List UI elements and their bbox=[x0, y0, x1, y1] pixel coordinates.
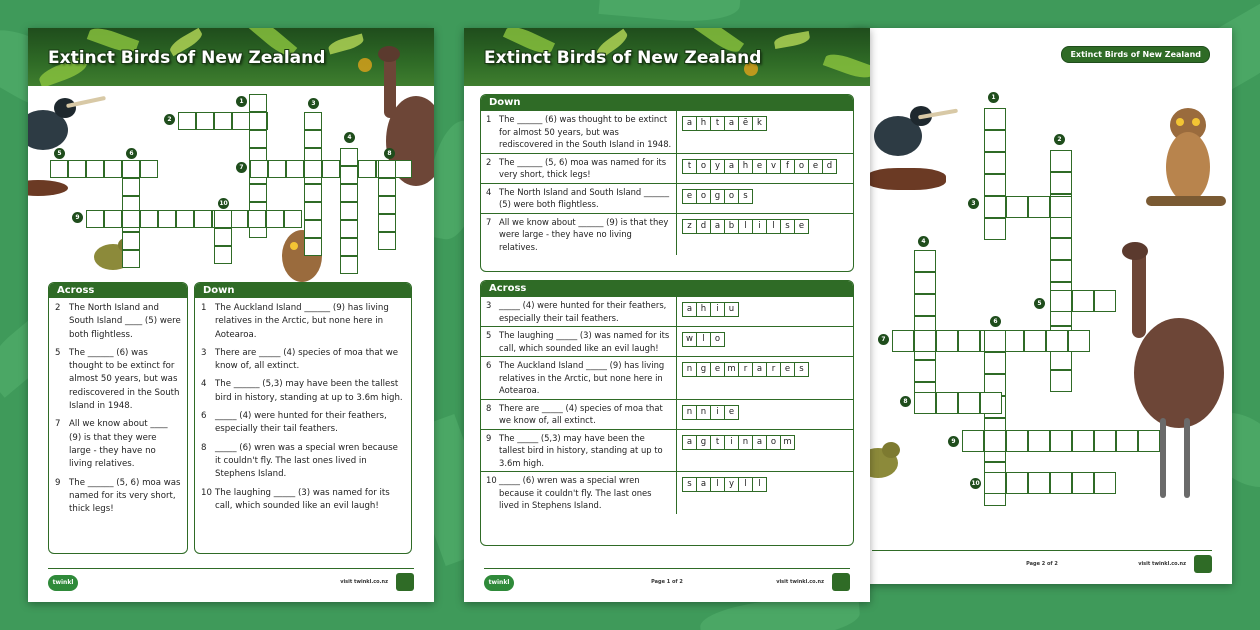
clue-text: The ______ (6) was thought to be extinct for almost 50 years, but was rediscovered in the South Island in 1948. bbox=[69, 347, 180, 412]
crossword-cell[interactable] bbox=[232, 112, 250, 130]
letter-tile: a bbox=[752, 435, 767, 450]
clue-number-marker: 4 bbox=[918, 236, 929, 247]
across-anagram-table bbox=[480, 280, 854, 546]
letter-tile: m bbox=[724, 362, 739, 377]
across-anagram-row-10 bbox=[481, 471, 853, 514]
across-clue-list bbox=[49, 298, 187, 516]
row-clue-text: _____ (4) were hunted for their feathers, especially their tail feathers. bbox=[497, 297, 677, 326]
crossword-cell[interactable] bbox=[1024, 330, 1046, 352]
crossword-cell[interactable] bbox=[122, 160, 140, 178]
letter-tile: a bbox=[752, 362, 767, 377]
crossword-cell[interactable] bbox=[1050, 260, 1072, 282]
crossword-cell[interactable] bbox=[1028, 196, 1050, 218]
letter-tile: n bbox=[682, 362, 697, 377]
crossword-cell[interactable] bbox=[340, 238, 358, 256]
row-number: 5 bbox=[486, 330, 492, 340]
row-clue-text: The _____ (5,3) may have been the tallest bird in history, standing at up to 3.6m high. bbox=[497, 430, 677, 472]
letter-tile: k bbox=[752, 116, 767, 131]
crossword-cell[interactable] bbox=[358, 160, 376, 178]
crossword-cell[interactable] bbox=[122, 232, 140, 250]
crossword-cell[interactable] bbox=[1050, 370, 1072, 392]
clue-text: The Auckland Island ______ (9) has living relatives in the Arctic, but none here in Aotearoa. bbox=[215, 303, 389, 340]
letter-tile: i bbox=[710, 405, 725, 420]
crossword-cell[interactable] bbox=[214, 246, 232, 264]
letter-tile: i bbox=[752, 219, 767, 234]
crossword-cell[interactable] bbox=[984, 218, 1006, 240]
letter-tile: m bbox=[780, 435, 795, 450]
letter-tile: d bbox=[822, 159, 837, 174]
crossword-cell[interactable] bbox=[984, 472, 1006, 494]
down-clue-list bbox=[195, 298, 411, 513]
crossword-cell[interactable] bbox=[1094, 430, 1116, 452]
crossword-cell[interactable] bbox=[1116, 430, 1138, 452]
crossword-cell[interactable] bbox=[378, 214, 396, 232]
clue-number-marker: 9 bbox=[948, 436, 959, 447]
letter-tile: o bbox=[710, 332, 725, 347]
letter-tile: n bbox=[682, 405, 697, 420]
crossword-cell[interactable] bbox=[1072, 472, 1094, 494]
letter-tile: a bbox=[724, 116, 739, 131]
clue-text: _____ (4) were hunted for their feathers, especially their tail feathers. bbox=[215, 411, 387, 435]
clue-number-marker: 8 bbox=[900, 396, 911, 407]
crossword-cell[interactable] bbox=[984, 108, 1006, 130]
page2-footer bbox=[484, 568, 850, 594]
jungle-banner bbox=[28, 28, 434, 86]
letter-tile: h bbox=[696, 116, 711, 131]
visit-link[interactable]: visit twinkl.co.nz bbox=[1138, 561, 1186, 567]
clue-text: There are _____ (4) species of moa that we know of, all extinct. bbox=[215, 347, 399, 372]
scrambled-letters bbox=[677, 154, 853, 183]
row-clue-text: All we know about ______ (9) is that they were large - they have no living relatives. bbox=[497, 214, 677, 256]
scrambled-letters bbox=[677, 297, 853, 326]
clue-number-marker: 8 bbox=[384, 148, 395, 159]
row-number: 7 bbox=[486, 216, 492, 227]
letter-tile: g bbox=[696, 362, 711, 377]
clue-number: 7 bbox=[55, 419, 61, 430]
letter-tile: e bbox=[808, 159, 823, 174]
scrambled-letters bbox=[677, 400, 853, 429]
clue-number: 3 bbox=[201, 347, 207, 358]
letter-tile: ē bbox=[738, 116, 753, 131]
crossword-cell[interactable] bbox=[214, 210, 232, 228]
crossword-cell[interactable] bbox=[214, 228, 232, 246]
down-anagram-rows bbox=[481, 110, 853, 255]
clue-number-marker: 9 bbox=[72, 212, 83, 223]
across-clue-2 bbox=[55, 302, 181, 342]
badge-icon bbox=[1194, 555, 1212, 573]
crossword-cell[interactable] bbox=[1068, 330, 1090, 352]
clue-number-marker: 1 bbox=[988, 92, 999, 103]
crossword-cell[interactable] bbox=[914, 360, 936, 382]
clue-number-marker: 3 bbox=[308, 98, 319, 109]
crossword-cell[interactable] bbox=[984, 152, 1006, 174]
letter-tile: w bbox=[682, 332, 697, 347]
clue-number-marker: 1 bbox=[236, 96, 247, 107]
letter-tile: e bbox=[752, 159, 767, 174]
letter-tile: i bbox=[710, 302, 725, 317]
letter-tile: n bbox=[696, 405, 711, 420]
letter-tile: o bbox=[766, 435, 781, 450]
crossword-cell[interactable] bbox=[68, 160, 86, 178]
across-heading: Across bbox=[481, 281, 853, 296]
row-clue-text: The laughing _____ (3) was named for its call, which sounded like an evil laugh! bbox=[497, 327, 677, 356]
row-number: 2 bbox=[486, 156, 492, 167]
crossword-cell[interactable] bbox=[140, 210, 158, 228]
worksheet-page-3 bbox=[852, 28, 1232, 584]
clue-number-marker: 3 bbox=[968, 198, 979, 209]
down-anagram-row-4 bbox=[481, 183, 853, 213]
crossword-cell[interactable] bbox=[286, 160, 304, 178]
crossword-cell[interactable] bbox=[378, 232, 396, 250]
clue-number: 9 bbox=[55, 477, 61, 488]
crossword-cell[interactable] bbox=[249, 94, 267, 112]
crossword-cell[interactable] bbox=[214, 112, 232, 130]
letter-tile: n bbox=[738, 435, 753, 450]
crossword-cell[interactable] bbox=[892, 330, 914, 352]
row-clue-text: There are _____ (4) species of moa that we know of, all extinct. bbox=[497, 400, 677, 429]
crossword-cell[interactable] bbox=[378, 160, 396, 178]
crossword-cell[interactable] bbox=[304, 184, 322, 202]
page-title: Extinct Birds of New Zealand bbox=[48, 48, 326, 68]
letter-tile: i bbox=[724, 435, 739, 450]
crossword-cell[interactable] bbox=[304, 112, 322, 130]
crossword-cell[interactable] bbox=[340, 256, 358, 274]
title-chip: Extinct Birds of New Zealand bbox=[1061, 46, 1210, 63]
clue-text: The North Island and South Island ____ (5) were both flightless. bbox=[69, 303, 181, 340]
clue-number-marker: 6 bbox=[990, 316, 1001, 327]
owl-illustration bbox=[1160, 108, 1216, 218]
crossword-cell[interactable] bbox=[122, 178, 140, 196]
crossword-cell[interactable] bbox=[248, 210, 266, 228]
clue-number: 6 bbox=[201, 411, 207, 422]
crossword-cell[interactable] bbox=[322, 160, 340, 178]
scrambled-letters bbox=[677, 184, 853, 213]
clue-text: _____ (6) wren was a special wren because it couldn't fly. The last ones lived in Stephens Island. bbox=[215, 442, 398, 480]
letter-tile: a bbox=[724, 159, 739, 174]
row-number: 9 bbox=[486, 432, 492, 443]
crossword-cell[interactable] bbox=[394, 160, 412, 178]
crossword-cell[interactable] bbox=[104, 160, 122, 178]
crossword-cell[interactable] bbox=[936, 392, 958, 414]
clue-number-marker: 10 bbox=[971, 480, 980, 487]
letter-tile: s bbox=[780, 219, 795, 234]
crossword-cell[interactable] bbox=[378, 178, 396, 196]
crossword-cell[interactable] bbox=[980, 392, 1002, 414]
letter-tile: l bbox=[710, 477, 725, 492]
crossword-cell[interactable] bbox=[266, 210, 284, 228]
across-anagram-row-8 bbox=[481, 399, 853, 429]
crossword-cell[interactable] bbox=[1050, 150, 1072, 172]
down-anagram-table bbox=[480, 94, 854, 272]
crossword-cell[interactable] bbox=[194, 210, 212, 228]
crossword-cell[interactable] bbox=[140, 160, 158, 178]
crossword-cell[interactable] bbox=[1050, 290, 1072, 312]
row-number: 6 bbox=[486, 360, 492, 370]
down-heading: Down bbox=[195, 283, 411, 298]
crossword-cell[interactable] bbox=[304, 130, 322, 148]
letter-tile: l bbox=[738, 477, 753, 492]
row-clue-text: _____ (6) wren was a special wren because it couldn't fly. The last ones lived in Stephens Island. bbox=[497, 472, 677, 514]
down-anagram-row-7 bbox=[481, 213, 853, 256]
crossword-cell[interactable] bbox=[340, 184, 358, 202]
row-number: 3 bbox=[486, 300, 492, 310]
clue-number: 5 bbox=[55, 347, 61, 358]
crossword-cell[interactable] bbox=[914, 250, 936, 272]
crossword-cell[interactable] bbox=[958, 330, 980, 352]
crossword-cell[interactable] bbox=[984, 330, 1006, 352]
scrambled-letters bbox=[677, 472, 853, 514]
across-anagram-row-5 bbox=[481, 326, 853, 356]
across-clue-5 bbox=[55, 347, 181, 413]
letter-tile: s bbox=[794, 362, 809, 377]
visit-link[interactable]: visit twinkl.co.nz bbox=[340, 579, 388, 585]
letter-tile: o bbox=[696, 159, 711, 174]
scrambled-letters bbox=[677, 430, 853, 472]
letter-tile: t bbox=[682, 159, 697, 174]
letter-tile: g bbox=[710, 189, 725, 204]
moa-illustration bbox=[1114, 238, 1224, 508]
clue-text: The ______ (5,3) may have been the tallest bird in history, standing at up to 3.6m high. bbox=[215, 379, 403, 403]
letter-tile: o bbox=[696, 189, 711, 204]
across-anagram-row-9 bbox=[481, 429, 853, 472]
letter-tile: a bbox=[682, 435, 697, 450]
down-clue-10 bbox=[201, 487, 405, 514]
letter-tile: t bbox=[710, 435, 725, 450]
clue-number-marker: 2 bbox=[164, 114, 175, 125]
down-clues-box bbox=[194, 282, 412, 554]
crossword-cell[interactable] bbox=[304, 238, 322, 256]
crossword-cell[interactable] bbox=[962, 430, 984, 452]
page-number: Page 2 of 2 bbox=[1026, 561, 1058, 567]
clue-number: 1 bbox=[201, 303, 207, 313]
crossword-cell[interactable] bbox=[104, 210, 122, 228]
twinkl-logo[interactable]: twinkl bbox=[484, 575, 514, 591]
crossword-cell[interactable] bbox=[158, 210, 176, 228]
crossword-cell[interactable] bbox=[304, 220, 322, 238]
page-number: Page 1 of 2 bbox=[651, 579, 683, 585]
across-clues-box bbox=[48, 282, 188, 554]
crossword-cell[interactable] bbox=[284, 210, 302, 228]
crossword-cell[interactable] bbox=[304, 202, 322, 220]
crossword-cell[interactable] bbox=[984, 196, 1006, 218]
crossword-cell[interactable] bbox=[1028, 430, 1050, 452]
down-clue-4 bbox=[201, 378, 405, 405]
letter-tile: e bbox=[724, 405, 739, 420]
crossword-cell[interactable] bbox=[1050, 216, 1072, 238]
scrambled-letters bbox=[677, 111, 853, 153]
clue-number: 4 bbox=[201, 379, 207, 390]
badge-icon bbox=[396, 573, 414, 591]
letter-tile: r bbox=[766, 362, 781, 377]
letter-tile: o bbox=[724, 189, 739, 204]
crossword-cell[interactable] bbox=[1072, 430, 1094, 452]
letter-tile: l bbox=[766, 219, 781, 234]
clue-number-marker: 10 bbox=[219, 200, 228, 207]
clue-text: The ______ (5, 6) moa was named for its very short, thick legs! bbox=[69, 477, 181, 515]
crossword-cell[interactable] bbox=[378, 196, 396, 214]
crossword-cell[interactable] bbox=[984, 130, 1006, 152]
crossword-cell[interactable] bbox=[914, 272, 936, 294]
letter-tile: l bbox=[696, 332, 711, 347]
down-anagram-row-2 bbox=[481, 153, 853, 183]
letter-tile: l bbox=[738, 219, 753, 234]
across-clue-7 bbox=[55, 418, 181, 471]
badge-icon bbox=[832, 573, 850, 591]
page-title: Extinct Birds of New Zealand bbox=[484, 48, 762, 68]
crossword-cell[interactable] bbox=[1050, 196, 1072, 218]
huia-bird-illustration bbox=[866, 88, 956, 188]
letter-tile: h bbox=[738, 159, 753, 174]
letter-tile: e bbox=[780, 362, 795, 377]
letter-tile: y bbox=[710, 159, 725, 174]
across-anagram-row-6 bbox=[481, 356, 853, 399]
crossword-cell[interactable] bbox=[1046, 330, 1068, 352]
clue-text: All we know about ____ (9) is that they were large - they have no living relatives. bbox=[69, 419, 168, 470]
crossword-cell[interactable] bbox=[340, 202, 358, 220]
crossword-cell[interactable] bbox=[249, 184, 267, 202]
letter-tile: r bbox=[738, 362, 753, 377]
clue-number-marker: 6 bbox=[126, 148, 137, 159]
crossword-cell[interactable] bbox=[914, 330, 936, 352]
clue-number: 8 bbox=[201, 442, 207, 453]
crossword-cell[interactable] bbox=[340, 166, 358, 184]
letter-tile: l bbox=[752, 477, 767, 492]
crossword-cell[interactable] bbox=[1094, 472, 1116, 494]
clue-number-marker: 4 bbox=[344, 132, 355, 143]
row-number: 10 bbox=[486, 475, 497, 485]
crossword-cell[interactable] bbox=[1138, 430, 1160, 452]
down-heading: Down bbox=[481, 95, 853, 110]
crossword-cell[interactable] bbox=[268, 160, 286, 178]
letter-tile: z bbox=[682, 219, 697, 234]
clue-number-marker: 7 bbox=[878, 334, 889, 345]
huia-bird-illustration bbox=[28, 88, 108, 198]
letter-tile: e bbox=[794, 219, 809, 234]
crossword-cell[interactable] bbox=[1006, 472, 1028, 494]
crossword-cell[interactable] bbox=[178, 112, 196, 130]
across-anagram-rows bbox=[481, 296, 853, 514]
letter-tile: h bbox=[696, 302, 711, 317]
crossword-cell[interactable] bbox=[984, 430, 1006, 452]
letter-tile: s bbox=[738, 189, 753, 204]
crossword-cell[interactable] bbox=[958, 392, 980, 414]
crossword-cell[interactable] bbox=[1072, 290, 1094, 312]
letter-tile: e bbox=[710, 362, 725, 377]
crossword-cell[interactable] bbox=[340, 148, 358, 166]
across-heading: Across bbox=[49, 283, 187, 298]
clue-number-marker: 5 bbox=[54, 148, 65, 159]
letter-tile: v bbox=[766, 159, 781, 174]
crossword-cell[interactable] bbox=[50, 160, 68, 178]
clue-number-marker: 5 bbox=[1034, 298, 1045, 309]
down-clue-6 bbox=[201, 410, 405, 437]
letter-tile: s bbox=[682, 477, 697, 492]
letter-tile: b bbox=[724, 219, 739, 234]
letter-tile: d bbox=[696, 219, 711, 234]
crossword-cell[interactable] bbox=[1050, 472, 1072, 494]
crossword-cell[interactable] bbox=[1050, 430, 1072, 452]
scrambled-letters bbox=[677, 357, 853, 399]
crossword-cell[interactable] bbox=[1050, 172, 1072, 194]
worksheet-page-1 bbox=[28, 28, 434, 602]
down-clue-3 bbox=[201, 347, 405, 374]
letter-tile: f bbox=[780, 159, 795, 174]
clue-number-marker: 2 bbox=[1054, 134, 1065, 145]
letter-tile: u bbox=[724, 302, 739, 317]
scrambled-letters bbox=[677, 327, 853, 356]
page3-footer bbox=[872, 550, 1212, 576]
crossword-cell[interactable] bbox=[1094, 290, 1116, 312]
crossword-cell[interactable] bbox=[1028, 472, 1050, 494]
crossword-cell[interactable] bbox=[249, 130, 267, 148]
letter-tile: a bbox=[696, 477, 711, 492]
worksheet-page-2 bbox=[464, 28, 870, 602]
crossword-cell[interactable] bbox=[122, 210, 140, 228]
crossword-cell[interactable] bbox=[176, 210, 194, 228]
row-clue-text: The ______ (6) was thought to be extinct for almost 50 years, but was rediscovered in the South Island in 1948. bbox=[497, 111, 677, 153]
row-clue-text: The Auckland Island _____ (9) has living relatives in the Arctic, but none here in Aotearoa. bbox=[497, 357, 677, 399]
letter-tile: o bbox=[794, 159, 809, 174]
crossword-cell[interactable] bbox=[914, 294, 936, 316]
down-clue-1 bbox=[201, 302, 405, 342]
down-clue-8 bbox=[201, 442, 405, 482]
crossword-cell[interactable] bbox=[196, 112, 214, 130]
row-clue-text: The North Island and South Island ______ (5) were both flightless. bbox=[497, 184, 677, 213]
across-anagram-row-3 bbox=[481, 296, 853, 326]
letter-tile: y bbox=[724, 477, 739, 492]
clue-text: The laughing _____ (3) was named for its call, which sounded like an evil laugh! bbox=[215, 487, 390, 511]
page1-footer bbox=[48, 568, 414, 594]
crossword-cell[interactable] bbox=[86, 160, 104, 178]
crossword-cell[interactable] bbox=[250, 160, 268, 178]
jungle-banner bbox=[464, 28, 870, 86]
row-number: 8 bbox=[486, 402, 492, 413]
letter-tile: a bbox=[710, 219, 725, 234]
letter-tile: g bbox=[696, 435, 711, 450]
scrambled-letters bbox=[677, 214, 853, 256]
crossword-cell[interactable] bbox=[340, 220, 358, 238]
crossword-cell[interactable] bbox=[984, 352, 1006, 374]
crossword-cell[interactable] bbox=[936, 330, 958, 352]
across-clue-9 bbox=[55, 477, 181, 517]
crossword-cell[interactable] bbox=[86, 210, 104, 228]
clue-number: 10 bbox=[201, 487, 212, 498]
row-number: 4 bbox=[486, 186, 492, 197]
letter-tile: t bbox=[710, 116, 725, 131]
crossword-cell[interactable] bbox=[914, 392, 936, 414]
letter-tile: a bbox=[682, 116, 697, 131]
row-clue-text: The ______ (5, 6) moa was named for its very short, thick legs! bbox=[497, 154, 677, 183]
crossword-cell[interactable] bbox=[304, 160, 322, 178]
clue-number-marker: 7 bbox=[236, 162, 247, 173]
twinkl-logo[interactable]: twinkl bbox=[48, 575, 78, 591]
visit-link[interactable]: visit twinkl.co.nz bbox=[776, 579, 824, 585]
letter-tile: e bbox=[682, 189, 697, 204]
crossword-cell[interactable] bbox=[1006, 430, 1028, 452]
crossword-cell[interactable] bbox=[249, 112, 267, 130]
letter-tile: a bbox=[682, 302, 697, 317]
crossword-cell[interactable] bbox=[230, 210, 248, 228]
clue-number: 2 bbox=[55, 303, 61, 313]
crossword-cell[interactable] bbox=[984, 174, 1006, 196]
crossword-cell[interactable] bbox=[122, 250, 140, 268]
row-number: 1 bbox=[486, 114, 492, 124]
crossword-cell[interactable] bbox=[1006, 196, 1028, 218]
down-anagram-row-1 bbox=[481, 110, 853, 153]
crossword-cell[interactable] bbox=[1050, 238, 1072, 260]
